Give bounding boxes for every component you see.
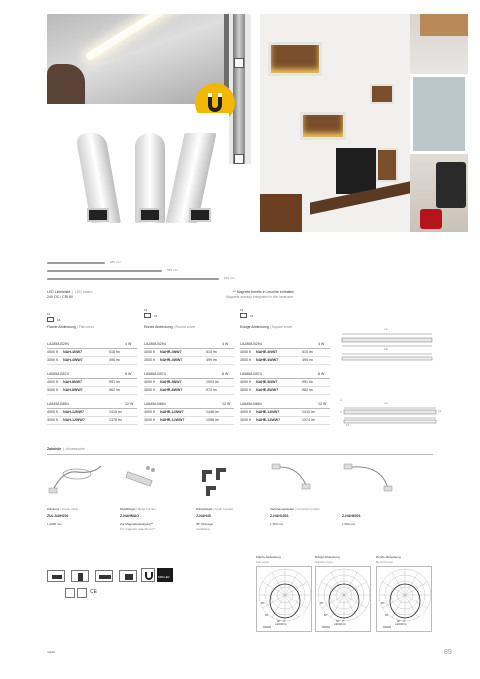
row-rule bbox=[240, 386, 330, 387]
magnet-note-en: Magnets already integrated in the luminaire bbox=[226, 295, 294, 299]
length-label-565: 565 mm bbox=[167, 268, 178, 272]
article-code: NAH-4NW7 bbox=[63, 350, 82, 354]
column-heading bbox=[144, 326, 195, 330]
group-power: 12 W bbox=[222, 402, 231, 406]
article-code: NAHE-4NW7 bbox=[256, 350, 278, 354]
luminous-flux: 1003 lm bbox=[206, 380, 219, 384]
title-en: LED batten bbox=[75, 290, 93, 294]
ce-mark: CE bbox=[90, 589, 97, 595]
article-code: NAH-8WW7 bbox=[63, 388, 83, 392]
polar-angle-label: 30° bbox=[277, 620, 281, 623]
accessories-rule bbox=[47, 454, 433, 455]
article-code: NAH-12NW7 bbox=[63, 410, 84, 414]
smd-led-icon: SMD LED bbox=[157, 568, 173, 582]
group-rule bbox=[47, 408, 137, 409]
polar-angle-label: 60° bbox=[265, 614, 269, 617]
accessory-name-de: Verbindungskabel bbox=[270, 507, 294, 511]
color-temp: 3000 K bbox=[144, 388, 156, 392]
group-dims: LA845/LB854 bbox=[144, 402, 166, 406]
length-line-845 bbox=[47, 278, 219, 280]
accessory-note: For magnetic attachment** bbox=[120, 527, 156, 531]
color-temp: 4000 K bbox=[144, 350, 156, 354]
metal-bracket-image bbox=[120, 462, 160, 496]
row-rule bbox=[144, 386, 234, 387]
heading-de: Flache Abdeckung bbox=[47, 325, 76, 329]
luminous-flux: 514 lm bbox=[206, 350, 217, 354]
ip-icon bbox=[240, 313, 247, 318]
polar-angle-label: 30° bbox=[336, 620, 340, 623]
safety-icon bbox=[77, 588, 87, 598]
room-photo bbox=[260, 14, 468, 232]
group-power: 12 W bbox=[125, 402, 134, 406]
article-code: NAHR-12WW7 bbox=[160, 418, 185, 422]
voltage: 24V DC / CRI 80 bbox=[47, 295, 74, 299]
drawing-label-lb: LB bbox=[384, 347, 388, 351]
row-rule bbox=[47, 356, 137, 357]
polar-unit: cd/1000 lm bbox=[275, 623, 287, 626]
polar-angle-label: 0° bbox=[403, 620, 406, 623]
group-power: 4 W bbox=[318, 342, 325, 346]
row-rule bbox=[240, 364, 330, 365]
color-temp: 3000 K bbox=[240, 388, 252, 392]
accessory-code: Z-NAH1501 bbox=[270, 514, 289, 518]
length-label-285: 285 mm bbox=[110, 260, 121, 264]
article-code: NAHR-8WW7 bbox=[160, 388, 183, 392]
color-temp: 3000 K bbox=[144, 418, 156, 422]
group-rule bbox=[144, 378, 234, 379]
connecting-cable-600-image bbox=[342, 460, 398, 496]
group-dims: LA285/LB294 bbox=[144, 342, 166, 346]
separator: | bbox=[172, 325, 176, 329]
accessory-spec: L 150 mm bbox=[270, 522, 284, 526]
article-code: NAHR-8NW7 bbox=[160, 380, 182, 384]
color-temp: 3000 K bbox=[47, 418, 59, 422]
length-line-285 bbox=[47, 262, 105, 264]
luminous-flux: 1448 lm bbox=[206, 410, 219, 414]
luminous-flux: 1376 lm bbox=[109, 418, 122, 422]
group-power: 12 W bbox=[318, 402, 327, 406]
ip-icon bbox=[144, 313, 151, 318]
group-dims: LA565/LB574 bbox=[47, 372, 69, 376]
article-code: NAHE-4WW7 bbox=[256, 358, 279, 362]
separator: | bbox=[72, 290, 73, 294]
color-temp: 4000 K bbox=[144, 410, 156, 414]
group-rule bbox=[144, 408, 234, 409]
color-temp: 3000 K bbox=[240, 418, 252, 422]
drawing-label-h: 16 bbox=[438, 409, 442, 413]
row-rule bbox=[47, 416, 137, 417]
heading-de: Runde Abdeckung bbox=[144, 325, 173, 329]
separator: | bbox=[135, 507, 138, 511]
group-dims: LA285/LB294 bbox=[47, 342, 69, 346]
column-heading bbox=[240, 326, 293, 330]
group-rule bbox=[47, 348, 137, 349]
drawing-label-la: LA bbox=[384, 327, 388, 331]
color-temp: 3000 K bbox=[47, 358, 59, 362]
luminous-flux: 991 lm bbox=[302, 380, 313, 384]
row-rule bbox=[144, 364, 234, 365]
article-code: NAHE-8WW7 bbox=[256, 388, 279, 392]
group-power: 8 W bbox=[222, 372, 229, 376]
polar-unit: cd/1000 lm bbox=[334, 623, 346, 626]
polar-angle-label: 90° bbox=[320, 602, 324, 605]
group-power: 4 W bbox=[222, 342, 229, 346]
luminous-flux: 1415 lm bbox=[302, 410, 315, 414]
separator: | bbox=[75, 325, 79, 329]
separator: | bbox=[293, 507, 297, 511]
accessory-code: ZUL-NAH200 bbox=[47, 514, 69, 518]
dimmable-icon bbox=[65, 588, 75, 598]
polar-diagram bbox=[376, 566, 432, 632]
row-rule bbox=[47, 364, 137, 365]
article-code: NAHE-12NW7 bbox=[256, 410, 280, 414]
polar-title-de: Eckige Abdeckung bbox=[315, 555, 340, 559]
article-code: NAH-12WW7 bbox=[63, 418, 85, 422]
row-rule bbox=[144, 416, 234, 417]
heading-en: Square cover bbox=[271, 325, 293, 329]
power-cable-image bbox=[47, 462, 107, 496]
article-code: NAHR-4NW7 bbox=[160, 350, 182, 354]
title-de: LED Lichtleiste bbox=[47, 290, 71, 294]
group-dims: LA565/LB574 bbox=[240, 372, 262, 376]
group-rule bbox=[47, 378, 137, 379]
group-dims: LA565/LB574 bbox=[144, 372, 166, 376]
polar-angle-label: 0° bbox=[283, 620, 286, 623]
length-line-565 bbox=[47, 270, 162, 272]
heading-en: Round cover bbox=[175, 325, 196, 329]
group-dims: LA845/LB854 bbox=[47, 402, 69, 406]
polar-title-en: Square cover bbox=[315, 560, 333, 564]
magnet-icon-small bbox=[141, 568, 155, 582]
row-rule bbox=[144, 424, 234, 425]
accessory-name-de: Zuleitung bbox=[47, 507, 60, 511]
accessory-spec: L 600 mm bbox=[342, 522, 356, 526]
group-rule bbox=[240, 408, 330, 409]
separator: | bbox=[268, 325, 272, 329]
row-rule bbox=[240, 394, 330, 395]
accessory-name-en: Metal bracket bbox=[137, 507, 156, 511]
group-rule bbox=[240, 378, 330, 379]
connecting-cable-150-image bbox=[270, 460, 320, 494]
symbol-icons bbox=[47, 570, 170, 600]
drawing-label-la-2: LA bbox=[384, 401, 388, 405]
angle-bracket-image bbox=[196, 464, 236, 498]
profile-flat-icon bbox=[47, 570, 65, 582]
accessory-spec: 45° Montage bbox=[196, 522, 214, 526]
heading-en: Flat cover bbox=[78, 325, 95, 329]
row-rule bbox=[240, 424, 330, 425]
polar-angle-label: 90° bbox=[261, 602, 265, 605]
group-dims: LA285/LB294 bbox=[240, 342, 262, 346]
accessory-name bbox=[270, 508, 320, 511]
group-power: 8 W bbox=[318, 372, 325, 376]
color-temp: 4000 K bbox=[47, 410, 59, 414]
ip-icon bbox=[47, 317, 54, 322]
magnet-note-de: ** Magnete bereits in Leuchte enthalten bbox=[233, 290, 295, 294]
drawing-label-w: 13 bbox=[346, 423, 350, 427]
color-temp: 4000 K bbox=[240, 350, 252, 354]
luminous-flux: 991 lm bbox=[109, 380, 120, 384]
polar-angle-label: 60° bbox=[324, 614, 328, 617]
accessory-note: Installation bbox=[196, 527, 211, 531]
color-temp: 3000 K bbox=[144, 358, 156, 362]
polar-title-de: Runde Abdeckung bbox=[376, 555, 401, 559]
color-temp: 3000 K bbox=[240, 358, 252, 362]
row-rule bbox=[47, 424, 137, 425]
accessory-name-en: Angle bracket bbox=[214, 507, 233, 511]
luminous-flux: 518 lm bbox=[109, 350, 120, 354]
accessory-name bbox=[47, 508, 78, 511]
article-code: NAHR-4WW7 bbox=[160, 358, 183, 362]
luminous-flux: 1398 lm bbox=[206, 418, 219, 422]
polar-diagram bbox=[256, 566, 312, 632]
row-rule bbox=[240, 356, 330, 357]
article-code: NAH-8NW7 bbox=[63, 380, 82, 384]
polar-title-en: Round cover bbox=[376, 560, 394, 564]
row-rule bbox=[47, 386, 137, 387]
polar-angle-label: 30° bbox=[397, 620, 401, 623]
accessory-code: Z-NAH45 bbox=[196, 514, 211, 518]
luminous-flux: 962 lm bbox=[109, 388, 120, 392]
accessory-spec: L 2000 mm bbox=[47, 522, 62, 526]
drawing-svg bbox=[340, 328, 440, 438]
luminous-flux: 1374 lm bbox=[302, 418, 315, 422]
accessory-name bbox=[120, 508, 156, 511]
row-rule bbox=[144, 394, 234, 395]
accessory-name-de: Metallbügel bbox=[120, 507, 136, 511]
profile-angle-icon bbox=[71, 570, 89, 582]
product-photo-profiles bbox=[47, 113, 229, 226]
accessory-name-de: Winkelbügel bbox=[196, 507, 213, 511]
group-dims: LA845/LB854 bbox=[240, 402, 262, 406]
heading-de: Eckige Abdeckung bbox=[240, 325, 269, 329]
polar-title-de: Flache Abdeckung bbox=[256, 555, 281, 559]
luminous-flux: 1415 lm bbox=[109, 410, 122, 414]
article-code: NAHE-12WW7 bbox=[256, 418, 281, 422]
separator: | bbox=[59, 507, 62, 511]
accessory-code: Z-NAHMAG bbox=[120, 514, 140, 518]
length-label-845: 845 mm bbox=[224, 276, 235, 280]
accessory-code: Z-NAH6001 bbox=[342, 514, 361, 518]
polar-angle-label: 60° bbox=[385, 614, 389, 617]
column-heading bbox=[47, 326, 94, 330]
luminous-flux: 510 lm bbox=[302, 350, 313, 354]
polar-diagram bbox=[315, 566, 371, 632]
accessory-name-en: Connecting cable bbox=[296, 507, 320, 511]
row-rule bbox=[240, 416, 330, 417]
luminous-flux: 495 lm bbox=[109, 358, 120, 362]
article-code: NAHE-8NW7 bbox=[256, 380, 278, 384]
row-rule bbox=[47, 394, 137, 395]
luminous-flux: 974 lm bbox=[206, 388, 217, 392]
technical-drawings bbox=[340, 328, 440, 438]
color-temp: 4000 K bbox=[144, 380, 156, 384]
accessory-spec: Zur Magnetbefestigung** bbox=[120, 522, 154, 526]
profile-round-icon bbox=[95, 570, 113, 582]
luminous-flux: 499 lm bbox=[206, 358, 217, 362]
color-temp: 4000 K bbox=[47, 350, 59, 354]
polar-angle-label: 90° bbox=[381, 602, 385, 605]
polar-unit: cd/1000 lm bbox=[395, 623, 407, 626]
accessory-name bbox=[196, 508, 233, 511]
color-temp: 4000 K bbox=[47, 380, 59, 384]
polar-title-en: Flat cover bbox=[256, 560, 270, 564]
footer-brand: nobile bbox=[47, 650, 56, 654]
color-temp: 3000 K bbox=[47, 388, 59, 392]
article-code: NAHR-12NW7 bbox=[160, 410, 184, 414]
color-temp: 4000 K bbox=[240, 410, 252, 414]
group-power: 4 W bbox=[125, 342, 132, 346]
accessory-name-en: Power cable bbox=[61, 507, 79, 511]
group-rule bbox=[144, 348, 234, 349]
group-power: 8 W bbox=[125, 372, 132, 376]
separator: | bbox=[212, 507, 215, 511]
page-number: 89 bbox=[444, 649, 452, 656]
color-temp: 4000 K bbox=[240, 380, 252, 384]
polar-angle-label: 0° bbox=[342, 620, 345, 623]
profile-square-icon bbox=[119, 570, 137, 582]
row-rule bbox=[144, 356, 234, 357]
group-rule bbox=[240, 348, 330, 349]
luminous-flux: 495 lm bbox=[302, 358, 313, 362]
luminous-flux: 962 lm bbox=[302, 388, 313, 392]
article-code: NAH-4WW7 bbox=[63, 358, 83, 362]
